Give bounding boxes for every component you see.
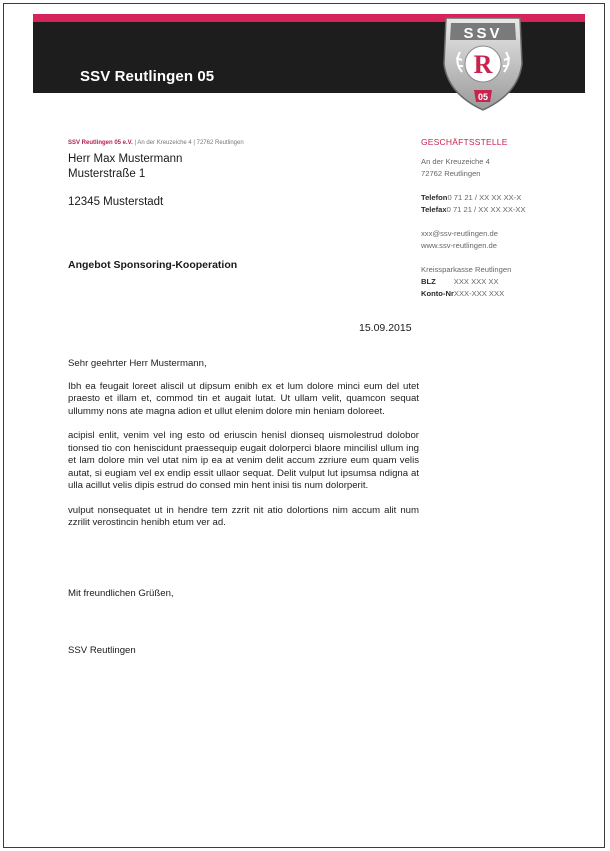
blz-value: XXX XXX XX: [453, 277, 499, 286]
club-title: SSV Reutlingen 05: [80, 68, 215, 85]
blz-label: BLZ: [421, 277, 436, 286]
recipient-street: Musterstraße 1: [68, 168, 146, 180]
letter-subject: Angebot Sponsoring-Kooperation: [68, 259, 238, 271]
body-paragraph-2: acipisl enlit, venim vel ing esto od eriuscin henisl dionseq uismolestrud dolobor tionsed tio con heniscidunt praessequip eugait dolorperci blaore mincilisl ullum ing et lam dolore min vel utat nim ip ea at venim delit accum zzriure eum quam velis autat, si eugiam vel ex endip essit ullaor sequat. Delit vulput lut ipsumsa ndigna at ulla acillut velis dipis estrud do consed min hent inisi tis num dolorperit.: [68, 430, 419, 491]
salutation: Sehr geehrter Herr Mustermann,: [68, 358, 207, 369]
konto-label: Konto-Nr: [421, 289, 454, 298]
website-url: www.ssv-reutlingen.de: [421, 241, 497, 250]
recipient-name: Herr Max Mustermann: [68, 153, 183, 165]
sender-return-line: [68, 140, 244, 146]
email-address: xxx@ssv-reutlingen.de: [421, 229, 498, 238]
logo-ssv-text: SSV: [463, 25, 503, 42]
club-logo-icon: [440, 14, 526, 112]
konto-value: XXX-XXX XXX: [453, 289, 505, 298]
letter-date: 15.09.2015: [359, 322, 412, 334]
bank-name: Kreissparkasse Reutlingen: [421, 265, 512, 274]
signature: SSV Reutlingen: [68, 645, 136, 656]
address-line-2: 72762 Reutlingen: [421, 169, 481, 178]
phone-block: [421, 192, 586, 216]
sidebar-heading: GESCHÄFTSSTELLE: [421, 137, 508, 147]
logo-number: 05: [477, 92, 489, 102]
logo-letter: R: [473, 50, 493, 79]
closing-phrase: Mit freundlichen Grüßen,: [68, 588, 174, 599]
sender-club: SSV Reutlingen 05 e.V.: [68, 140, 133, 146]
fax-label: Telefax: [421, 205, 447, 214]
recipient-city: 12345 Musterstadt: [68, 196, 164, 208]
sidebar-contact: [421, 136, 586, 312]
fax-value: 0 71 21 / XX XX XX-XX: [446, 205, 526, 214]
phone-value: 0 71 21 / XX XX XX-X: [447, 193, 522, 202]
body-paragraph-1: Ibh ea feugait loreet aliscil ut dipsum enibh ex et lum dolore minci eum del utet praesto et illam et, commod tin et augait lutat. Ut ullam velit, quamcon sequat ullummy nons ate magna adion et ullut elenim dolore min heniam doloreet.: [68, 380, 419, 417]
sender-address: | An der Kreuzeiche 4 | 72762 Reutlingen: [132, 140, 244, 146]
address-line-1: An der Kreuzeiche 4: [421, 157, 490, 166]
online-block: [421, 228, 586, 252]
body-paragraph-3: vulput nonsequatet ut in hendre tem zzrit nit atio dolortions nim accum alit num zzrilit verostincin henibh etum ver ad.: [68, 504, 419, 528]
recipient-address: [68, 152, 182, 210]
bank-block: [421, 264, 586, 300]
letter-body: [68, 358, 419, 542]
phone-label: Telefon: [421, 193, 448, 202]
office-address: [421, 156, 586, 180]
